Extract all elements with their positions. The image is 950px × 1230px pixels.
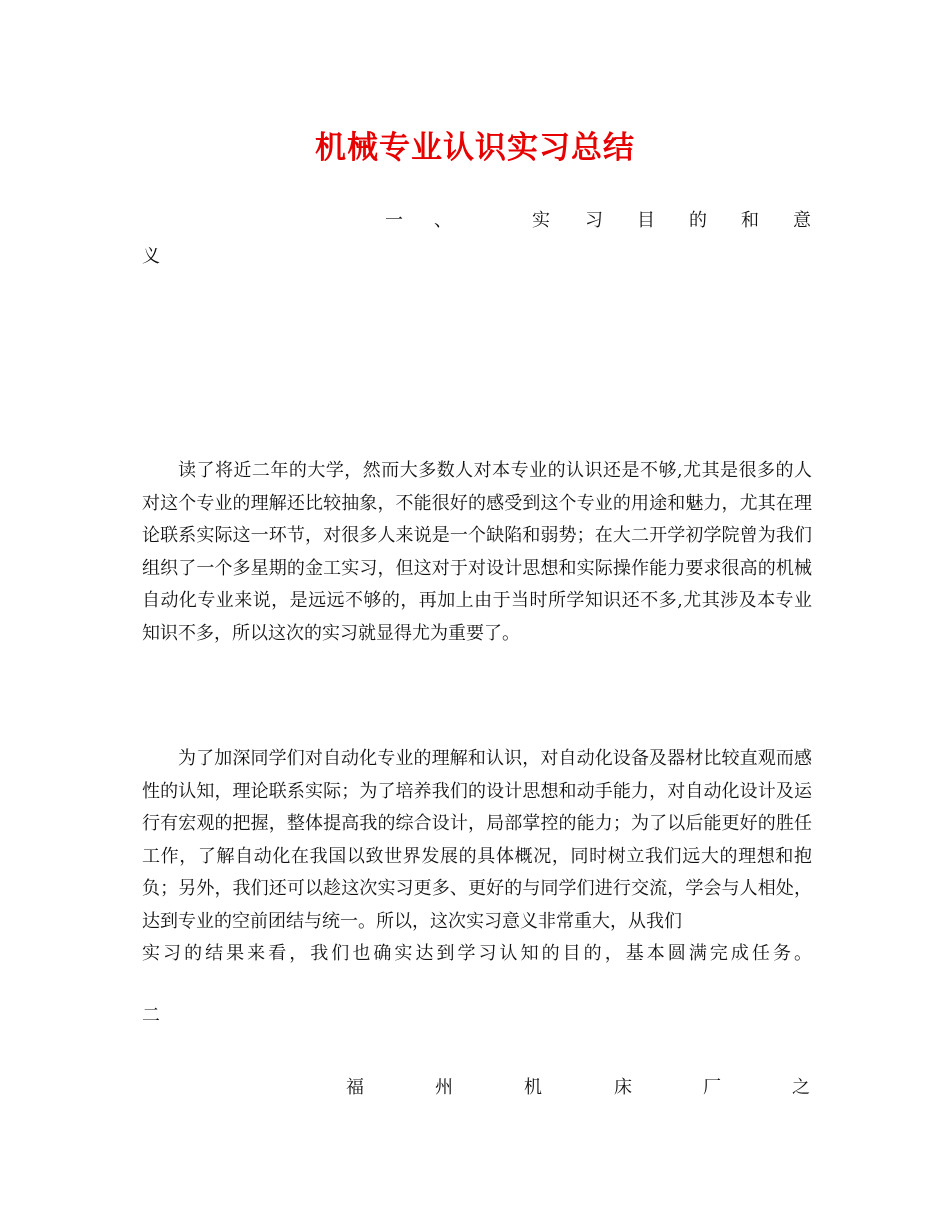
section2-marker: 二 — [142, 1005, 160, 1026]
section1-heading-char: 习 — [585, 210, 603, 231]
section2-heading-char: 床 — [614, 1077, 632, 1098]
section1-heading-char: 一 — [385, 210, 403, 231]
section2-heading-char: 之 — [792, 1077, 810, 1098]
document-title: 机械专业认识实习总结 — [315, 130, 635, 166]
paragraph-2-lastline: 实习的结果来看，我们也确实达到学习认知的目的，基本圆满完成任务。 — [142, 943, 812, 964]
paragraph-2 — [142, 743, 812, 971]
section2-heading-char: 机 — [524, 1077, 542, 1098]
paragraph-1: 读了将近二年的大学，然而大多数人对本专业的认识还是不够,尤其是很多的人对这个专业的理解还比较抽象，不能很好的感受到这个专业的用途和魅力，尤其在理论联系实际这一环节，对很多人来说是一个缺陷和弱势；在大二开学初学院曾为我们组织了一个多星期的金工实习，但这对于对设计思想和实际操作能力要求很高的机械自动化专业来说，是远远不够的，再加上由于当时所学知识还不多,尤其涉及本专业知识不多，所以这次的实习就显得尤为重要了。 — [142, 460, 812, 644]
section2-heading — [0, 1073, 950, 1103]
section1-heading-char: 意 — [793, 210, 811, 231]
section1-heading-char: 实 — [532, 210, 550, 231]
section1-heading — [0, 206, 950, 236]
section1-heading-char: 的 — [689, 210, 707, 231]
section1-heading-char: 目 — [637, 210, 655, 231]
section2-heading-char: 厂 — [703, 1077, 721, 1098]
section1-heading-char: 和 — [741, 210, 759, 231]
section2-heading-char: 福 — [346, 1077, 364, 1098]
section1-heading-tail: 义 — [142, 246, 160, 267]
paragraph-2-main: 为了加深同学们对自动化专业的理解和认识，对自动化设备及器材比较直观而感性的认知，理论联系实际；为了培养我们的设计思想和动手能力，对自动化设计及运行有宏观的把握，整体提高我的综合设计，局部掌控的能力；为了以后能更好的胜任工作，了解自动化在我国以致世界发展的具体概况，同时树立我们远大的理想和抱负；另外，我们还可以趁这次实习更多、更好的与同学们进行交流，学会与人相处，达到专业的空前团结与统一。所以，这次实习意义非常重大，从我们 — [142, 748, 812, 932]
section2-heading-char: 州 — [435, 1077, 453, 1098]
section1-heading-char: 、 — [434, 210, 452, 231]
